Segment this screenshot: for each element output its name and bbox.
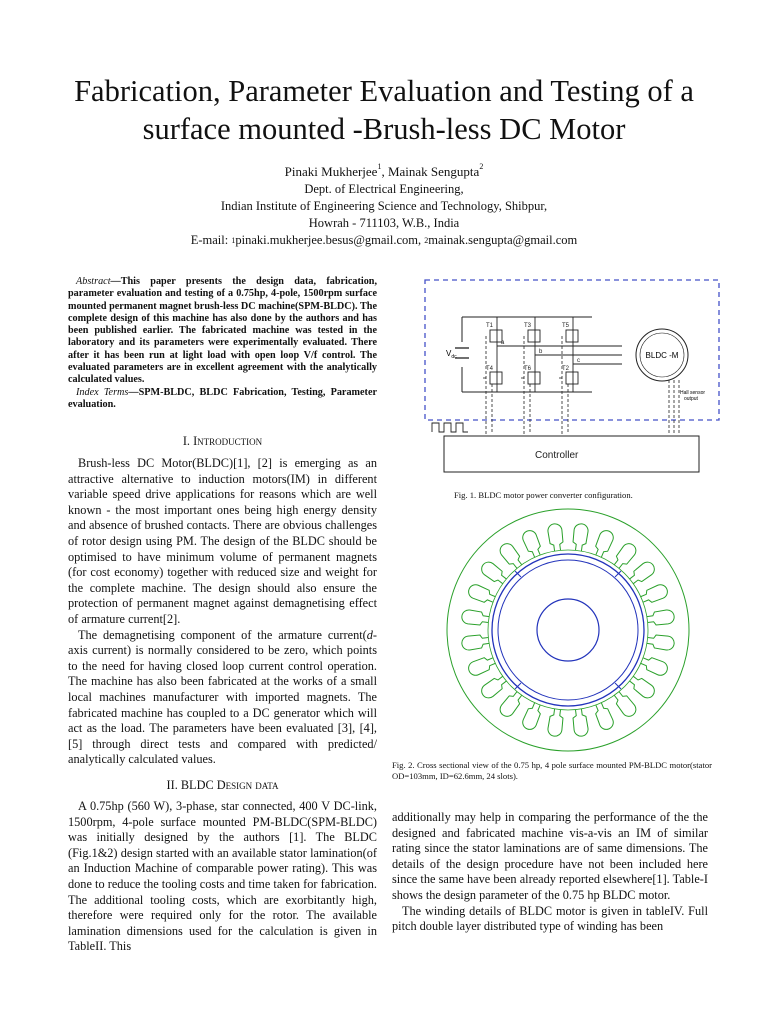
- design-body: [68, 799, 377, 955]
- section-number: II. BLDC: [166, 778, 217, 792]
- author-1: Pinaki Mukherjee: [284, 164, 378, 179]
- switch-t4-label: T4: [486, 366, 494, 372]
- stator-slot: [611, 541, 639, 571]
- affiliation: [40, 181, 728, 249]
- right-paragraph-2: The winding details of BLDC motor is given in tableIV. Full pitch double layer distributed type of winding has been: [392, 903, 708, 934]
- paper-title: Fabrication, Parameter Evaluation and Testing of a surface mounted -Brush-less DC Motor: [74, 74, 694, 146]
- section-title: Introduction: [193, 434, 263, 448]
- stator-slot: [646, 609, 675, 626]
- abstract: [68, 276, 377, 411]
- phase-b-label: b: [539, 349, 543, 355]
- motor-label: BLDC -M: [645, 351, 679, 360]
- stator-slot: [572, 708, 589, 737]
- author-1-sup: 1: [377, 162, 382, 171]
- affiliation-institute: Indian Institute of Engineering Science and Technology, Shibpur,: [220, 199, 548, 213]
- hall-sensor-label: Hall sensor: [680, 390, 706, 396]
- email-2: mainak.sengupta@gmail.com: [428, 233, 578, 247]
- shaft: [537, 599, 599, 661]
- index-terms-lead: Index Terms: [76, 386, 129, 398]
- intro-paragraph-1: Brush-less DC Motor(BLDC)[1], [2] is emerging as an attractive alternative to induction motors(IM) in different variable speed drive applications for reasons which are well known - the most important ones being high energy density and absence of brushed contacts. There are obvious challenges of rotor design using PM. The design of the BLDC should be optimised to have minimum volume of permanent magnets (for cost economy) together with reduced size and weight for the complete machine. The design should also ensure the protection of permanent magnet against demagnetising effect of armature current[2].: [68, 456, 377, 626]
- switch-t5-label: T5: [562, 323, 570, 329]
- email-label: E-mail:: [190, 233, 232, 247]
- author-2: Mainak Sengupta: [387, 164, 480, 179]
- stator-slot: [521, 701, 544, 731]
- right-paragraph-1: additionally may help in comparing the performance of the the designed and fabricated machine vis-a-vis an IM of similar rating since the stator laminations are of same dimensions. The details of the design procedure have not been included here since the same have been already reported elsewhere[1]. Table-I shows the design parameter of the 0.75 hp BLDC motor.: [392, 810, 708, 902]
- figure-2-caption: Fig. 2. Cross sectional view of the 0.75 hp, 4 pole surface mounted PM-BLDC motor(stator OD=103mm, ID=62.6mm, 24 slots).: [392, 760, 712, 781]
- section-heading-introduction: [68, 434, 377, 449]
- email-1: pinaki.mukherjee.besus@gmail.com,: [235, 233, 425, 247]
- right-column-body: [392, 810, 708, 935]
- email-2-sup: 2: [424, 236, 429, 245]
- email-1-sup: 1: [231, 236, 236, 245]
- stator-slot: [547, 523, 564, 552]
- figure-1-converter-diagram: [422, 272, 722, 484]
- affiliation-address: Howrah - 711103, W.B., India: [308, 216, 460, 230]
- switch-t3-label: T3: [524, 323, 532, 329]
- controller-label: Controller: [535, 450, 579, 461]
- inverter-legs: [490, 317, 622, 392]
- stator-slot: [461, 609, 490, 626]
- magnet-pole-gaps: [515, 571, 621, 689]
- affiliation-email: [40, 232, 728, 249]
- figure-2-cross-section: [418, 506, 718, 754]
- index-terms: [68, 387, 377, 412]
- stator-slot: [497, 689, 525, 719]
- phase-a-label: a: [501, 340, 505, 346]
- section-heading-design: [68, 778, 377, 793]
- stator-slot: [572, 523, 589, 552]
- stator-slot: [521, 528, 544, 558]
- intro-paragraph-2: [68, 628, 377, 768]
- section-title: Design data: [216, 778, 279, 792]
- switch-t2-label: T2: [562, 366, 570, 372]
- stator-slot: [466, 654, 496, 677]
- affiliation-dept: Dept. of Electrical Engineering,: [304, 182, 464, 196]
- intro-body: [68, 456, 377, 768]
- stator-slot: [592, 528, 615, 558]
- switch-t6-label: T6: [524, 366, 532, 372]
- stator-slot: [627, 559, 657, 587]
- magnet-inner: [498, 560, 638, 700]
- stator-slots: [461, 523, 675, 737]
- stator-slot: [466, 583, 496, 606]
- hall-output-label: output: [684, 396, 698, 402]
- dashed-boundary: [425, 280, 719, 420]
- pwm-waveform: [432, 423, 468, 432]
- stator-slot: [592, 701, 615, 731]
- vdc-label: $V_{dc}$: [446, 349, 457, 360]
- intro-p2-d: d: [366, 627, 373, 642]
- stator-slot: [497, 541, 525, 571]
- magnet-outer: [492, 554, 644, 706]
- section-number: I.: [182, 434, 194, 448]
- stator-bore: [488, 550, 648, 710]
- stator-slot: [639, 654, 669, 677]
- stator-slot: [646, 634, 675, 651]
- stator-slot: [479, 673, 509, 701]
- author-line: [40, 163, 728, 180]
- index-terms-body: —SPM-BLDC, BLDC Fabrication, Testing, Parameter evaluation.: [68, 386, 377, 410]
- abstract-lead: Abstract: [76, 276, 111, 287]
- design-paragraph-1: A 0.75hp (560 W), 3-phase, star connected, 400 V DC-link, 1500rpm, 4-pole surface mounted PM-BLDC(SPM-BLDC) was initially designed by the authors [1]. The BLDC (Fig.1&2) design started with an available stator lamination(of an Induction Machine of comparable power rating). This was done to reduce the tooling costs and time taken for fabrication. The additional tooling costs, which are exorbitantly high, therefore were required only for the rotor. The available lamination dimensions used for the calculation is given in TableII. This: [68, 799, 377, 954]
- switch-t1-label: T1: [486, 323, 494, 329]
- stator-slot: [461, 634, 490, 651]
- stator-slot: [479, 559, 509, 587]
- author-sep: ,: [381, 164, 388, 179]
- stator-slot: [611, 689, 639, 719]
- author-2-sup: 2: [479, 162, 484, 171]
- stator-slot: [627, 673, 657, 701]
- phase-c-label: c: [577, 358, 580, 364]
- stator-slot: [639, 583, 669, 606]
- stator-slot: [547, 708, 564, 737]
- abstract-body: —This paper presents the design data, fabrication, parameter evaluation and testing of a 0.75hp, 4-pole, 1500rpm surface mounted permanent magnet brush-less DC machine(SPM-BLDC). The complete design of this machine has also done by the authors and has been published earlier. The fabricated machine was tested in the laboratory and its parameters were experimentally evaluated. There after it has been run at light load with open loop V/f control. The evaluated parameters are in excellent agreement with the analytically calculated values.: [68, 276, 377, 386]
- stator-outer: [447, 509, 689, 751]
- intro-p2-b: -axis current) is normally considered to be zero, which points to the need for having closed loop current control operation. The machine has also been fabricated at the works of a small local machines manufacturer with imported magnets. The fabricated machine has coupled to a DC generator which will act as the load. The parameters have been evaluated [3], [4], [5] through direct tests and compared with predicted/ analytically calculated values.: [68, 627, 377, 767]
- abstract-text: [68, 276, 377, 387]
- intro-p2-a: The demagnetising component of the armature current(: [78, 627, 367, 642]
- figure-1-caption: Fig. 1. BLDC motor power converter configuration.: [454, 490, 633, 500]
